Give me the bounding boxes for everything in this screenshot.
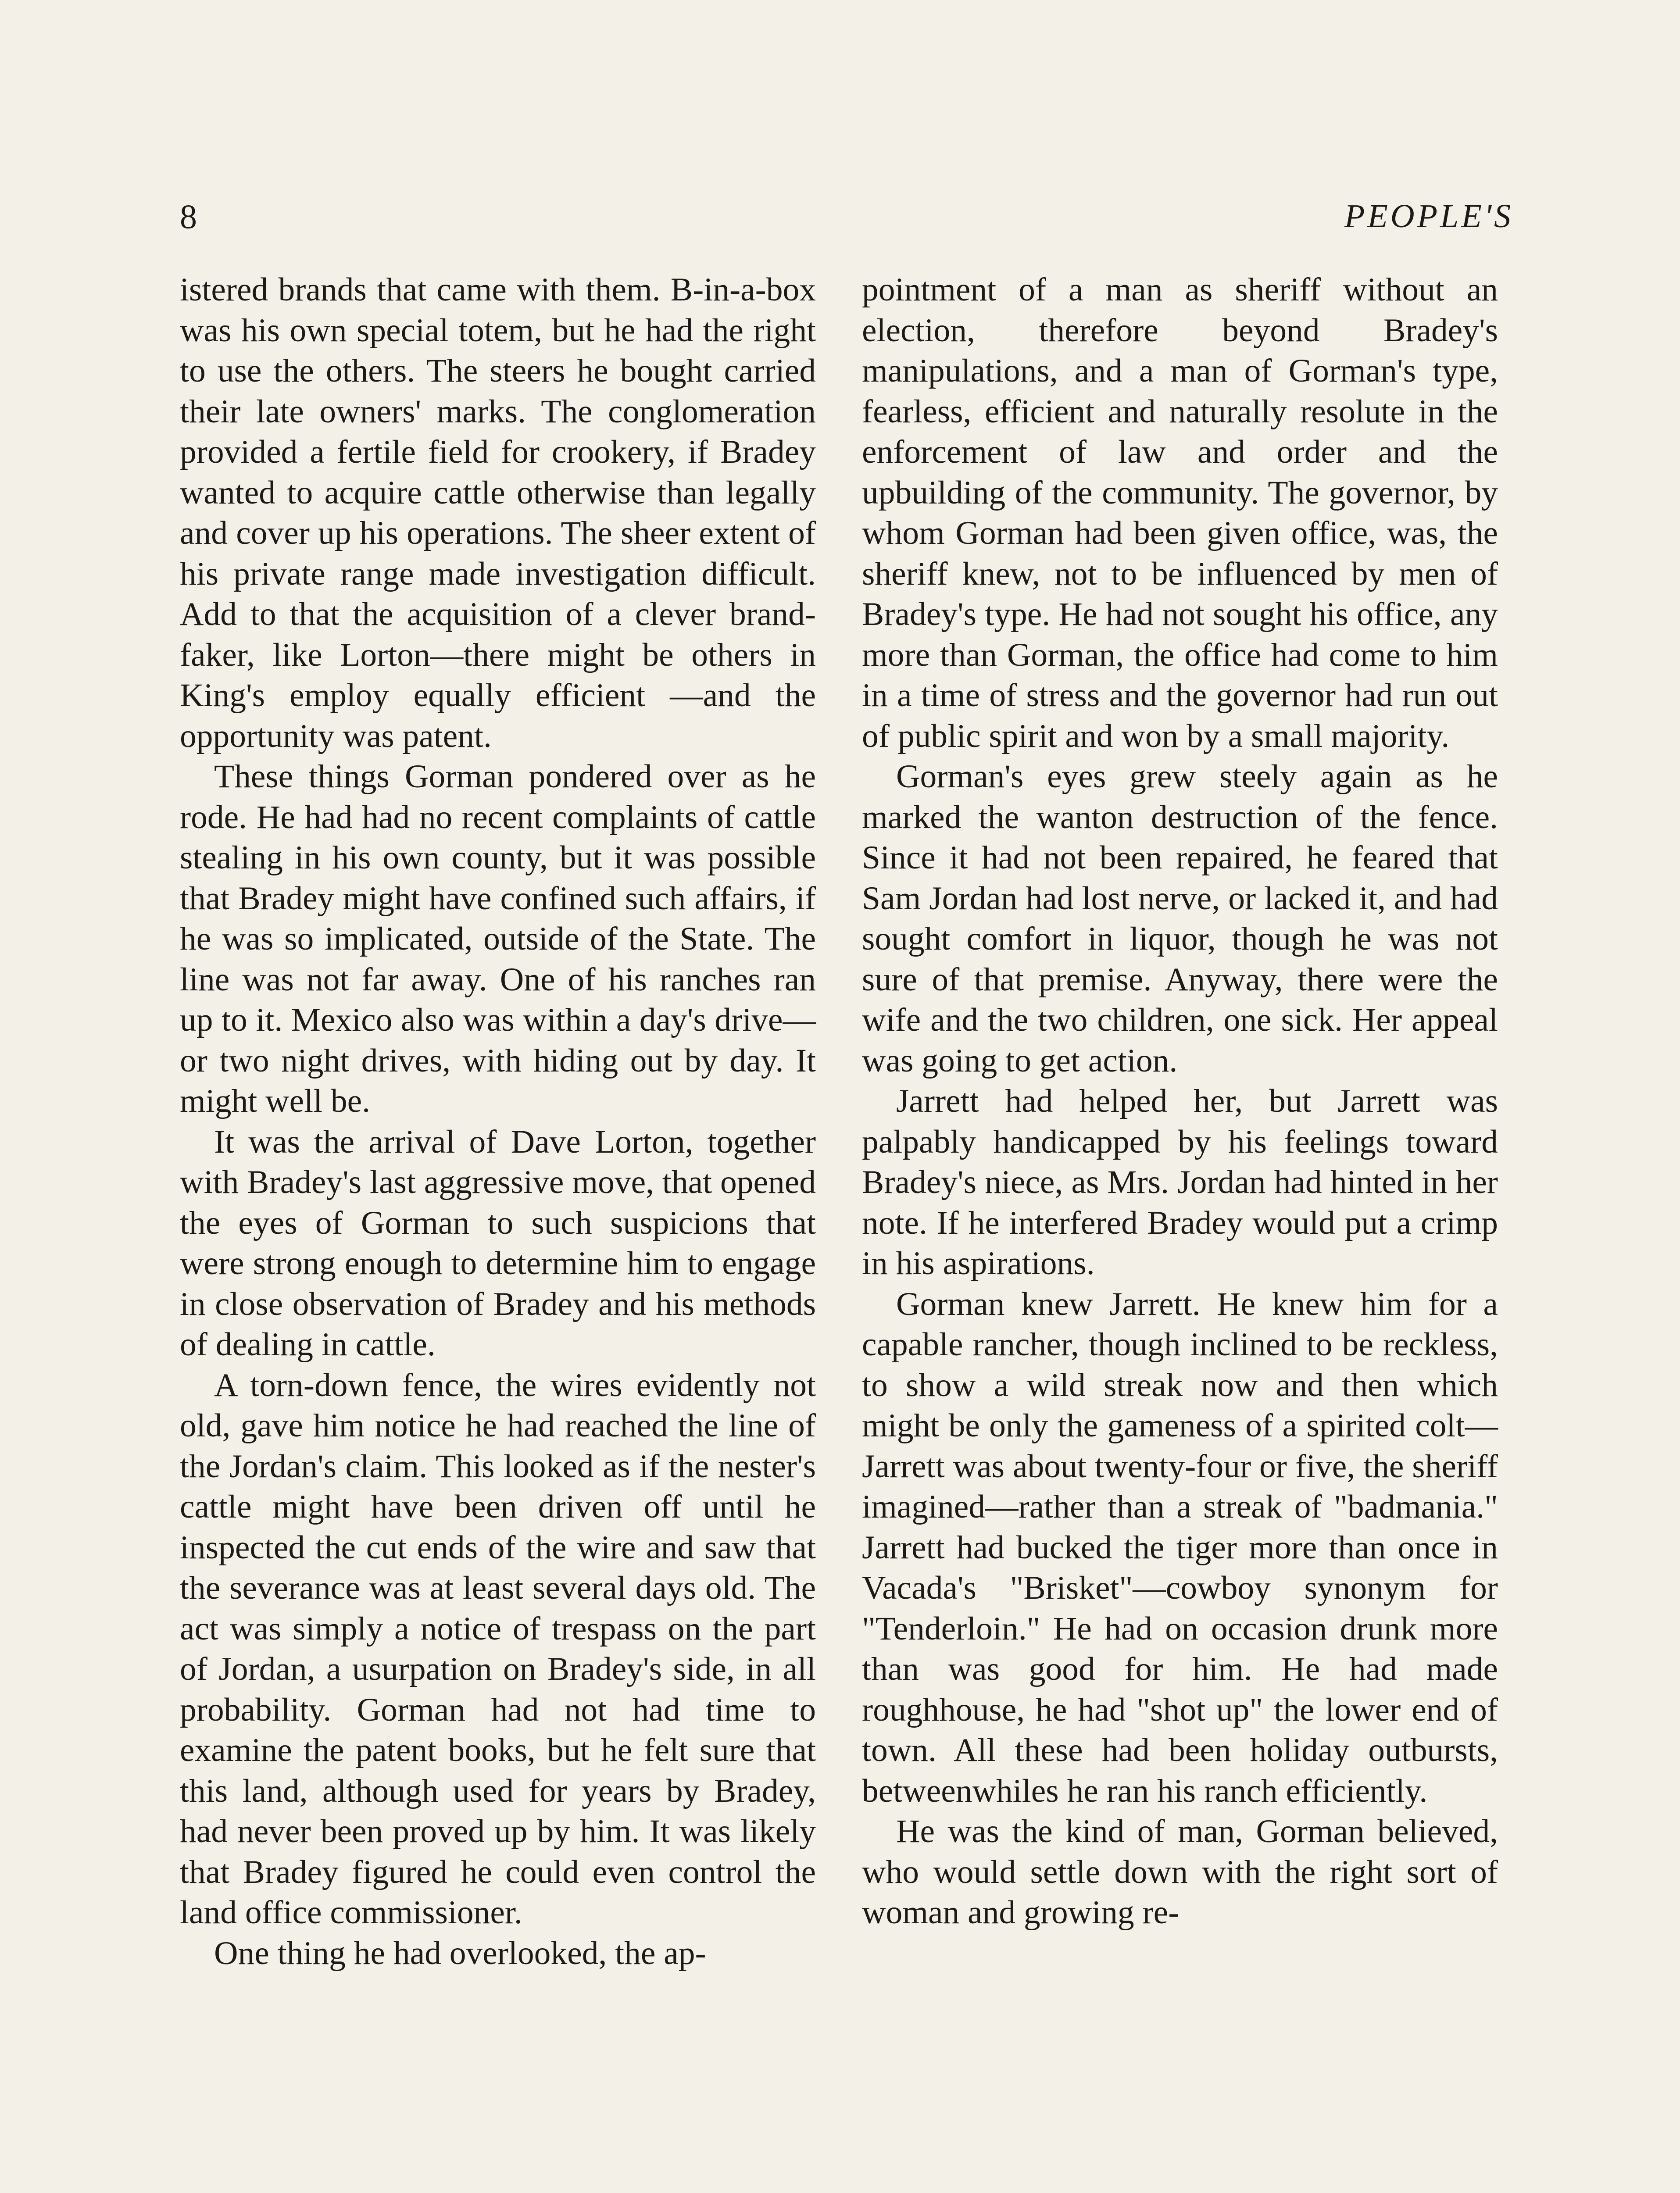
paragraph: Gorman's eyes grew steely again as he marked the wanton destruction of the fence. Since it had not been repaired, he feared that Sam Jordan had lost nerve, or lacked it, and had sought comfort in liquor, though he was not sure of that premise. Anyway, there were the wife and the two children, one sick. Her appeal was going to get action. <box>862 758 1498 1079</box>
paragraph: Jarrett had helped her, but Jarrett was palpably handicapped by his feelings toward Bradey's niece, as Mrs. Jordan had hinted in her note. If he interfered Bradey would put a crimp in his aspirations. <box>862 1083 1498 1282</box>
paragraph: One thing he had overlooked, the ap- <box>214 1935 706 1972</box>
page-number: 8 <box>180 197 197 236</box>
paragraph: These things Gorman pondered over as he rode. He had had no recent complaints of cattle stealing in his own county, but it was possible that Bradey might have confined such affairs, if he was so implicated, outside of the State. The line was not far away. One of his ranches ran up to it. Mexico also was within a day's drive—or two night drives, with hiding out by day. It might well be. <box>180 758 816 1119</box>
paragraph: Gorman knew Jarrett. He knew him for a capable rancher, though inclined to be reckless, to show a wild streak now and then which might be only the gameness of a spirited colt—Jarrett was about twenty-four or five, the sheriff imagined—rather than a streak of "badmania." Jarrett had bucked the tiger more than once in Vacada's "Brisket"—cowboy synonym for "Tenderloin." He had on occasion drunk more than was good for him. He had made roughhouse, he had "shot up" the lower end of town. All these had been holiday outbursts, betweenwhiles he ran his ranch efficiently. <box>862 1286 1498 1809</box>
paragraph: A torn-down fence, the wires evidently not old, gave him notice he had reached the line of the Jordan's claim. This looked as if the nester's cattle might have been driven off until he inspected the cut ends of the wire and saw that the severance was at least several days old. The act was simply a notice of trespass on the part of Jordan, a usurpation on Bradey's side, in all probability. Gorman had not had time to examine the patent books, but he felt sure that this land, although used for years by Bradey, had never been proved up by him. It was likely that Bradey figured he could even control the land office commissioner. <box>180 1367 816 1931</box>
text-column-right <box>862 270 1498 1933</box>
text-column-left <box>180 270 816 1974</box>
paragraph: It was the arrival of Dave Lorton, together with Bradey's last aggressive move, that opened the eyes of Gorman to such suspicions that were strong enough to determine him to engage in close observation of Bradey and his methods of dealing in cattle. <box>180 1123 816 1363</box>
running-title: PEOPLE'S <box>1344 198 1513 235</box>
paragraph: He was the kind of man, Gorman believed, who would settle down with the right sort of woman and growing re- <box>862 1813 1498 1931</box>
paragraph: istered brands that came with them. B-in-a-box was his own special totem, but he had the right to use the others. The steers he bought carried their late owners' marks. The conglomeration provided a fertile field for crookery, if Bradey wanted to acquire cattle otherwise than legally and cover up his operations. The sheer extent of his private range made investigation difficult. Add to that the acquisition of a clever brand-faker, like Lorton—there might be others in King's employ equally efficient —and the opportunity was patent. <box>180 271 816 754</box>
paragraph: pointment of a man as sheriff without an election, therefore beyond Bradey's manipulations, and a man of Gorman's type, fearless, efficient and naturally resolute in the enforcement of law and order and the upbuilding of the community. The governor, by whom Gorman had been given office, was, the sheriff knew, not to be influenced by men of Bradey's type. He had not sought his office, any more than Gorman, the office had come to him in a time of stress and the governor had run out of public spirit and won by a small majority. <box>862 271 1498 754</box>
